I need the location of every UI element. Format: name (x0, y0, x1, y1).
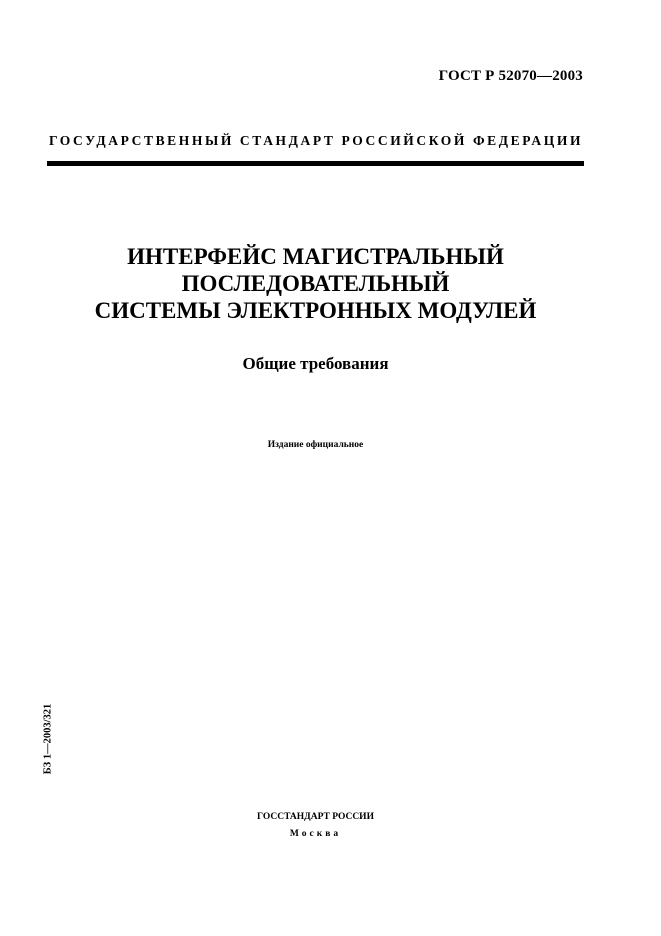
publisher: ГОССТАНДАРТ РОССИИ (257, 812, 374, 822)
header-rule (47, 161, 584, 166)
edition-note: Издание официальное (267, 440, 364, 450)
title-line: ПОСЛЕДОВАТЕЛЬНЫЙ (181, 271, 450, 296)
doc-number: ГОСТ Р 52070—2003 (438, 68, 583, 84)
state-standard-heading: ГОСУДАРСТВЕННЫЙ СТАНДАРТ РОССИЙСКОЙ ФЕДЕРАЦИИ (48, 133, 584, 148)
side-code (40, 691, 55, 786)
side-code-text: БЗ 1—2003/321 (42, 703, 53, 774)
title-line: СИСТЕМЫ ЭЛЕКТРОННЫХ МОДУЛЕЙ (94, 298, 537, 323)
document-subtitle: Общие требования (242, 354, 389, 373)
publisher-city: Москва (289, 829, 342, 839)
document-title (47, 243, 584, 324)
title-line: ИНТЕРФЕЙС МАГИСТРАЛЬНЫЙ (127, 244, 504, 269)
